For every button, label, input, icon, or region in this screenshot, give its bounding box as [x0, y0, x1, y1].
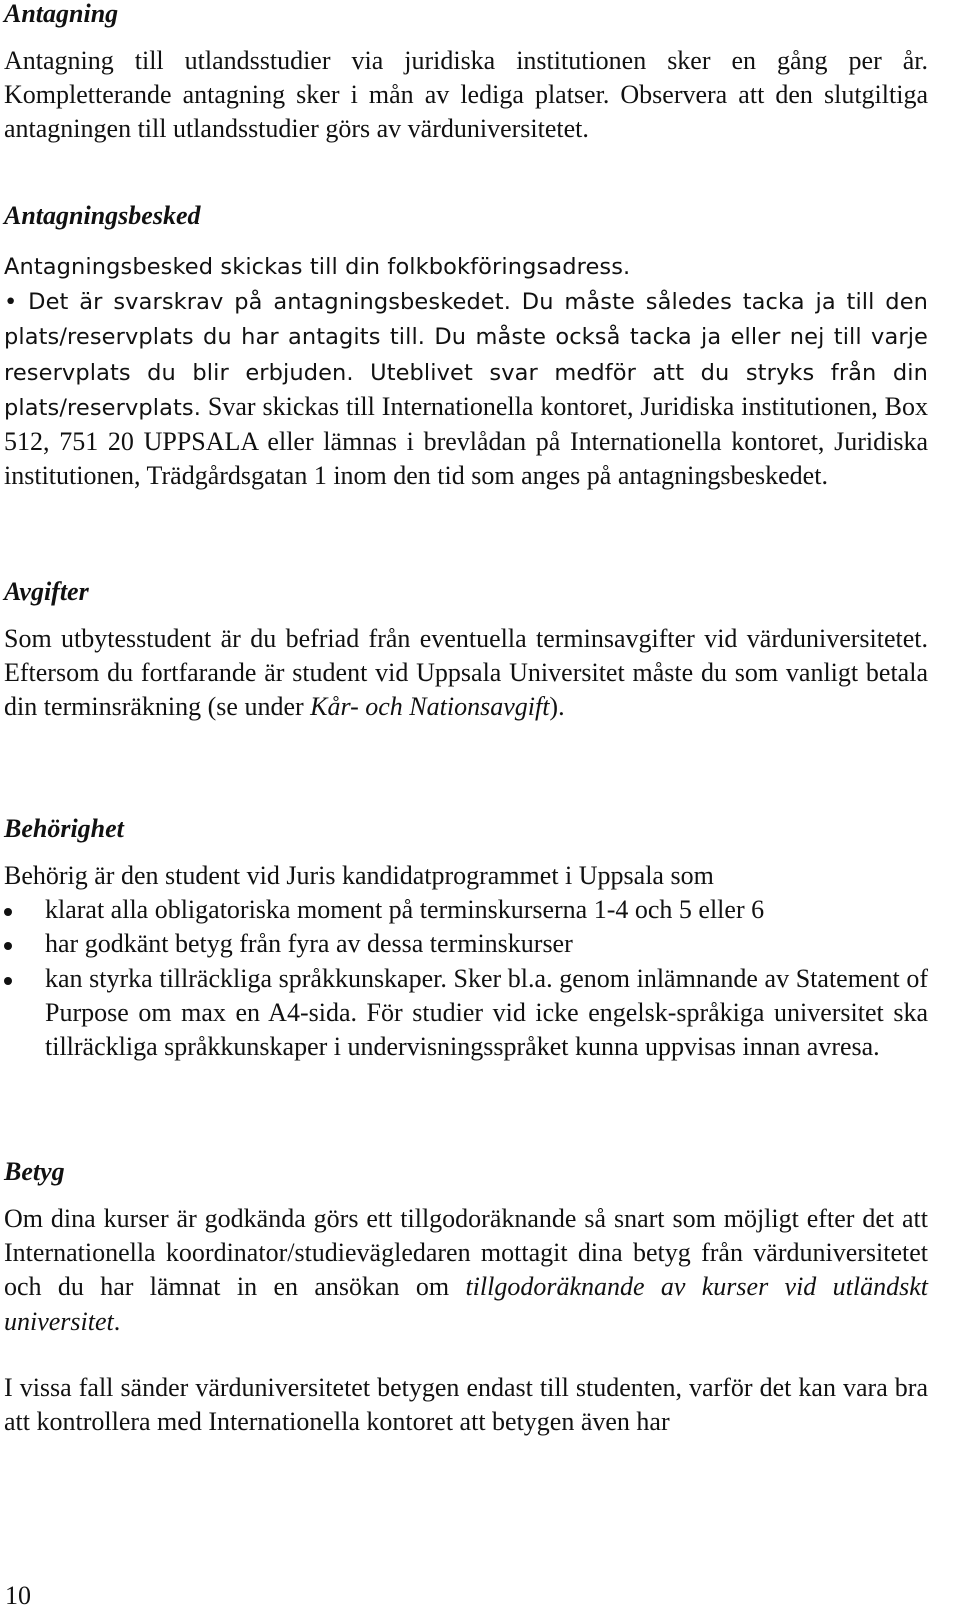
paragraph-antagningsbesked-intro: Antagningsbesked skickas till din folkbokföringsadress. [4, 254, 631, 280]
section-antagning [4, 0, 928, 147]
betyg-italic-reference: tillgodoräknande av kurser vid utländskt universitet [4, 1272, 928, 1336]
list-item [4, 893, 928, 927]
avgifter-text-after: ). [549, 692, 565, 722]
page-number: 10 [5, 1581, 31, 1610]
heading-antagningsbesked: Antagningsbesked [4, 201, 201, 230]
list-item [4, 927, 928, 961]
heading-avgifter: Avgifter [4, 577, 89, 606]
bullet-dot-icon [4, 908, 12, 916]
behorighet-list [4, 893, 928, 1064]
heading-behorighet: Behörighet [4, 814, 124, 843]
list-item [4, 962, 928, 1065]
paragraph-antagning: Antagning till utlandsstudier via juridiska institutionen sker en gång per år. Kompletterande antagning sker i mån av lediga platser. Observera att den slutgiltiga antagningen till utlandsstudier görs av värduniversitetet. [4, 46, 928, 144]
section-betyg [4, 1158, 928, 1439]
paragraph-behorighet-intro: Behörig är den student vid Juris kandidatprogrammet i Uppsala som [4, 861, 714, 890]
paragraph-avgifter [4, 622, 928, 725]
section-behorighet [4, 815, 928, 1064]
list-item-text: kan styrka tillräckliga språkkunskaper. Sker bl.a. genom inlämnande av Statement of Purpose om max en A4-sida. För studier vid icke engelsk-språkiga universitet ska tillräckliga språkkunskaper i undervisningsspråket kunna uppvisas innan avresa. [45, 963, 928, 1062]
paragraph-betyg-1 [4, 1202, 928, 1339]
list-item-text: har godkänt betyg från fyra av dessa terminskurser [45, 929, 573, 959]
avgifter-text-before: Som utbytesstudent är du befriad från eventuella terminsavgifter vid värduniversitetet. Eftersom du fortfarande är student vid Uppsala Universitet måste du som vanligt betala din terminsräkning (se under [4, 624, 928, 722]
svarskrav-bullet-text: • Det är svarskrav på antagningsbeskedet. Du måste således tacka ja till den plats/reservplats du har antagits till. Du måste också tacka ja eller nej till varje reservplats du blir erbjuden. Uteblivet svar medför att du stryks från din plats/reservplats. [4, 289, 928, 421]
bullet-dot-icon [4, 942, 12, 950]
avgifter-italic-reference: Kår- och Nationsavgift [310, 692, 550, 722]
svar-instructions-text: Svar skickas till Internationella kontoret, Juridiska institutionen, Box 512, 751 20 UPPSALA eller lämnas i brevlådan på Internationella kontoret, Juridiska institutionen, Trädgårdsgatan 1 inom den tid som anges på antagningsbeskedet. [4, 391, 928, 491]
betyg-text-before: Om dina kurser är godkända görs ett tillgodoräknande så snart som möjligt efter det att Internationella koordinator/studievägledaren mottagit dina betyg från värduniversitetet och du har lämnat in en ansökan om [4, 1204, 928, 1302]
bullet-dot-icon [4, 977, 12, 985]
betyg-text-after: . [113, 1306, 121, 1336]
heading-betyg: Betyg [4, 1157, 65, 1186]
paragraph-antagningsbesked-body [4, 284, 928, 493]
section-antagningsbesked [4, 202, 928, 493]
list-item-text: klarat alla obligatoriska moment på terminskurserna 1-4 och 5 eller 6 [45, 895, 765, 925]
paragraph-betyg-2: I vissa fall sänder värduniversitetet betygen endast till studenten, varför det kan vara bra att kontrollera med Internationella kontoret att betygen även har [4, 1372, 928, 1437]
section-avgifter [4, 578, 928, 725]
heading-antagning: Antagning [4, 0, 119, 28]
